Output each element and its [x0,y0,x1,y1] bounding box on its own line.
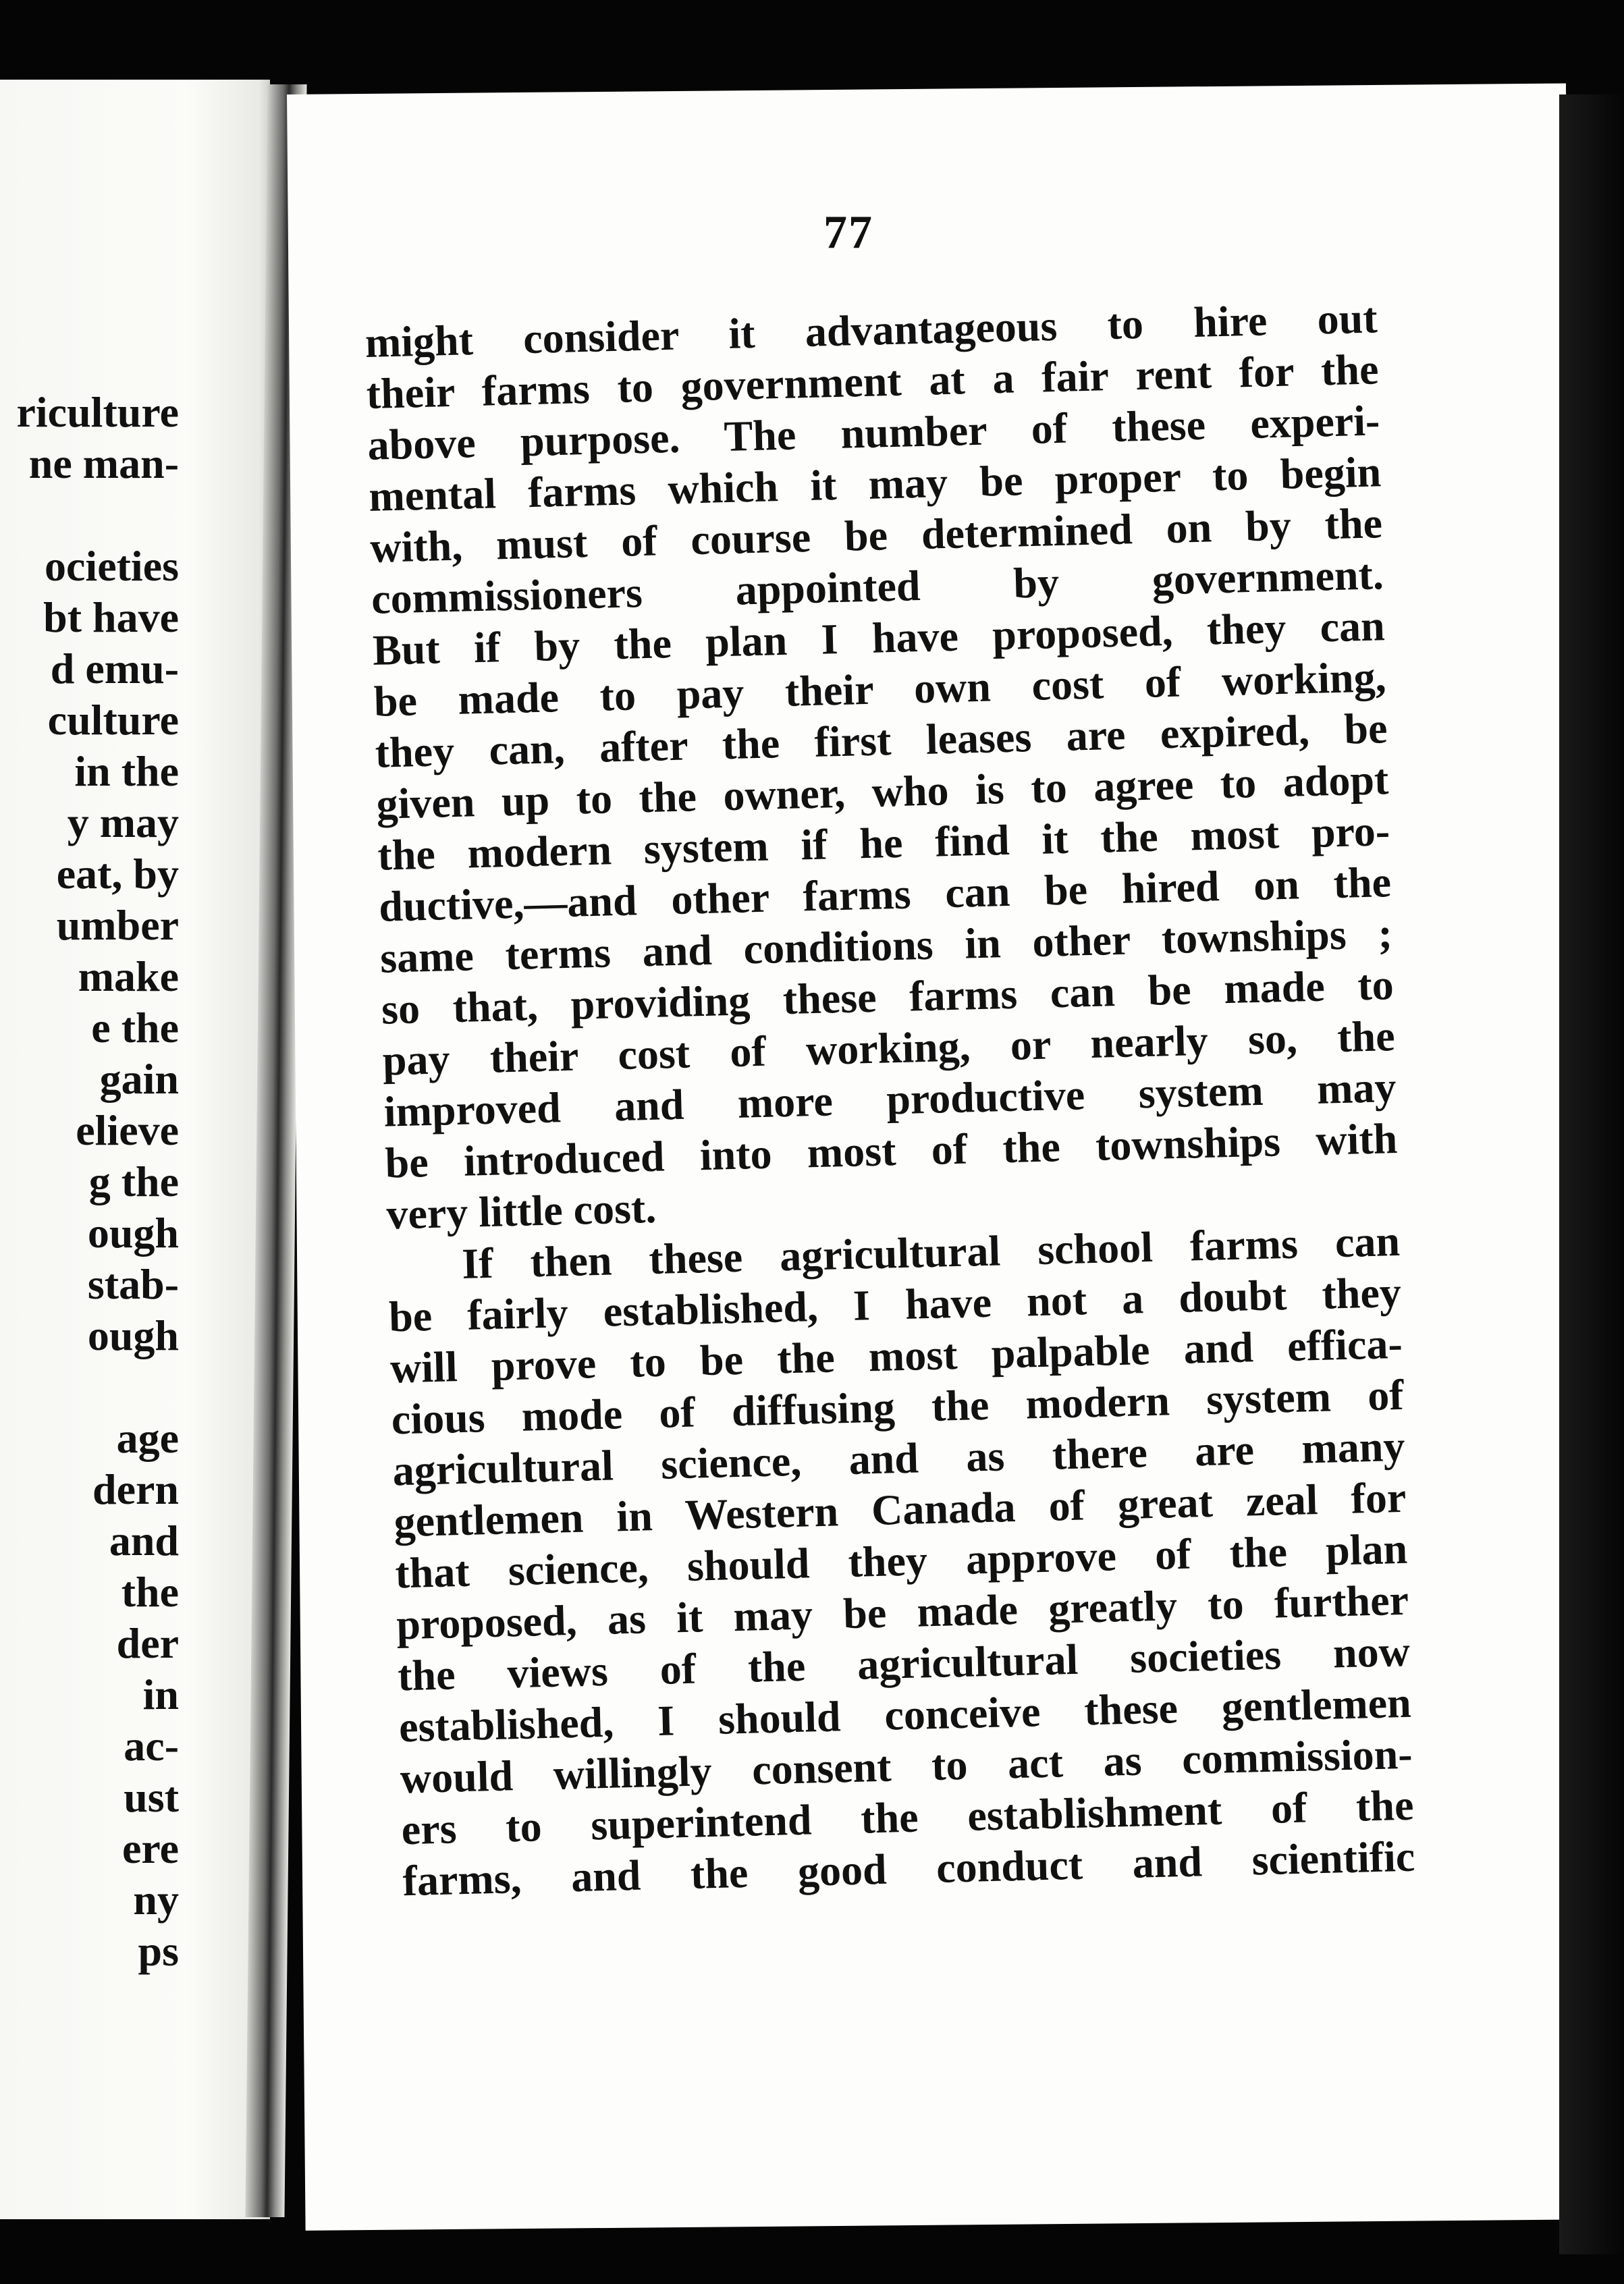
body-line: farms, and the good conduct and scientific [402,1832,1416,1905]
left-line: the [121,1568,179,1616]
left-line: age [116,1414,179,1462]
body-line: they can, after the first leases are expired, be [374,704,1388,777]
left-line: ere [121,1824,179,1872]
left-line: e the [91,1004,179,1052]
body-line: be introduced into most of the townships with [384,1114,1399,1187]
body-line: that science, should they approve of the plan [394,1524,1408,1598]
body-line: same terms and conditions in other townships ; [379,909,1393,982]
left-page [0,80,270,2219]
body-line: with, must of course be determined on by the [369,499,1383,572]
body-line: cious mode of diffusing the modern system of [391,1370,1405,1444]
right-page-edge [1559,94,1624,2254]
body-line: ductive,—and other farms can be hired on the [378,858,1392,931]
left-line: riculture [16,388,179,436]
body-line: improved and more productive system may [383,1063,1397,1136]
body-line: their farms to government at a fair rent for the [365,345,1380,418]
left-line: and [109,1517,179,1565]
page-body-text [364,292,1415,1907]
left-line: g the [88,1158,179,1205]
body-line: mental farms which it may be proper to begin [368,447,1382,520]
left-line: dern [92,1465,179,1513]
body-line: given up to the owner, who is to agree to adopt [375,755,1390,828]
body-line: agricultural science, and as there are many [391,1421,1406,1495]
left-line: y may [67,798,179,846]
body-line: might consider it advantageous to hire out [364,294,1378,366]
left-line: umber [56,901,179,949]
body-line: would willingly consent to act as commission- [400,1729,1413,1803]
body-line: very little cost. [385,1183,657,1239]
left-line: gain [99,1055,179,1103]
body-line: gentlemen in Western Canada of great zeal for [393,1473,1407,1546]
body-line: But if by the plan I have proposed, they can [372,601,1386,674]
body-line: established, I should conceive these gentlemen [398,1678,1412,1751]
body-line: be fairly established, I have not a doubt they [388,1268,1402,1341]
left-line: ne man- [28,439,179,487]
left-line: make [78,952,179,1000]
left-line: ough [87,1311,179,1359]
left-line: in [142,1670,179,1718]
body-line: above purpose. The number of these experi- [367,396,1381,469]
left-line [0,1361,179,1413]
body-line: proposed, as it may be made greatly to further [396,1575,1409,1649]
left-line: d emu- [50,645,179,692]
left-line: ocieties [45,542,179,590]
page-number: 77 [823,207,873,259]
left-line: eat, by [56,850,179,898]
left-line: ust [124,1773,179,1821]
left-line: culture [47,696,179,744]
body-line: pay their cost of working, or nearly so, the [382,1012,1396,1085]
left-line: in the [74,747,179,795]
left-line: elieve [76,1106,179,1154]
body-line: commissioners appointed by government. [371,550,1384,623]
left-line: ac- [124,1722,179,1770]
left-line: bt have [43,593,179,641]
left-line [0,489,179,541]
body-line: be made to pay their own cost of working, [373,653,1387,726]
left-line: ny [133,1876,179,1924]
left-line: stab- [87,1260,179,1308]
left-line: ough [87,1209,179,1257]
body-line: the modern system if he find it the most pro- [377,807,1390,879]
body-line: If then these agricultural school farms can [461,1216,1401,1288]
left-page-text [0,387,179,1977]
body-line: ers to superintend the establishment of the [400,1780,1415,1854]
body-line: will prove to be the most palpable and effica- [389,1319,1403,1392]
left-line: der [116,1619,179,1667]
body-line: so that, providing these farms can be made to [381,960,1395,1033]
left-line: ps [138,1927,179,1975]
body-line: the views of the agricultural societies now [397,1627,1411,1700]
